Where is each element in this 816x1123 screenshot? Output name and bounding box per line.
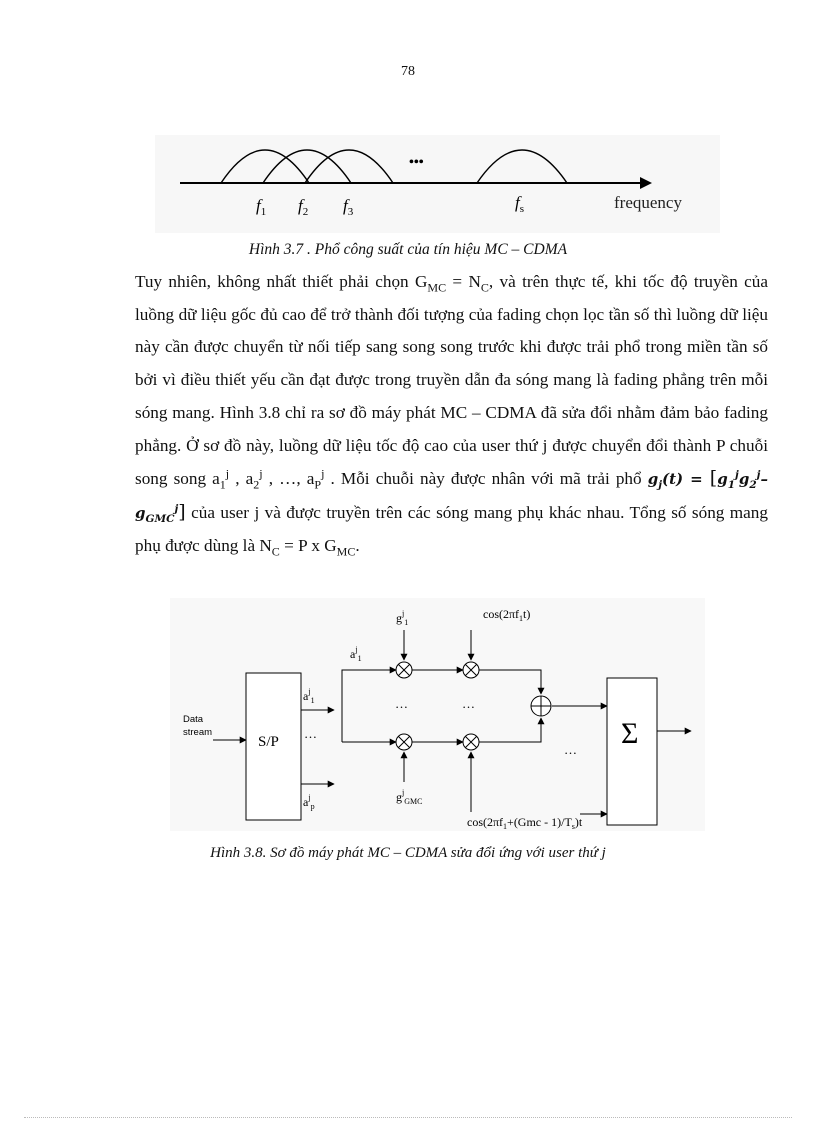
spreading-code-equation: $g_j(t) = [g_1^jg_2^j-g_{GMC}^j]$ xyxy=(135,467,768,525)
fs-label: $f_s$ xyxy=(515,193,525,215)
figure-3-8-caption: Hình 3.8. Sơ đồ máy phát MC – CDMA sửa đổi ứng với user thứ j xyxy=(210,845,606,861)
data-stream-label-1: Data xyxy=(183,714,204,725)
adder xyxy=(531,696,551,716)
transmitter-diagram xyxy=(170,598,705,831)
ellipsis-sum: … xyxy=(564,742,577,757)
f1-label: $f_1$ xyxy=(256,196,267,218)
multiplier-cosN xyxy=(463,734,479,750)
g1-label: $g^j_1$ xyxy=(396,609,409,627)
multiplier-cos1 xyxy=(463,662,479,678)
sum-block xyxy=(607,678,657,825)
subcarrier-lobe-s xyxy=(477,150,567,183)
lobe-ellipsis: ••• xyxy=(409,155,424,170)
ellipsis-mult2: … xyxy=(462,696,475,711)
subcarrier-lobe-2 xyxy=(263,150,351,183)
page-number: 78 xyxy=(401,64,415,79)
ellipsis-sp: … xyxy=(304,726,317,741)
multiplier-gmc xyxy=(396,734,412,750)
cos-bottom-label: $\cos(2\pi f_1+(Gmc - 1)/T_s)t$ xyxy=(467,815,583,831)
f3-label: $f_3$ xyxy=(343,196,354,218)
ellipsis-mult1: … xyxy=(395,696,408,711)
a1-label-sp: $a^j_1$ xyxy=(303,687,315,705)
sum-label: Σ xyxy=(621,717,639,750)
subcarrier-lobe-1 xyxy=(221,150,309,183)
gmc-label: $g^j_{GMC}$ xyxy=(396,788,423,806)
sp-label: S/P xyxy=(258,734,279,750)
ap-label: $a^j_p$ xyxy=(303,793,315,811)
a1-label-branch: $a^j_1$ xyxy=(350,645,362,663)
subcarrier-lobe-3 xyxy=(305,150,393,183)
axis-label: frequency xyxy=(614,193,682,212)
page-bottom-rule xyxy=(24,1117,792,1118)
body-paragraph: Tuy nhiên, không nhất thiết phải chọn $G_{MC} = N_C$, và trên thực tế, khi tốc độ truyền của luồng dữ liệu gốc đủ cao để trở thành đối tượng của fading chọn lọc tần số thì luồng dữ liệu này cần được chuyển từ nối tiếp sang song song trước khi được trải phổ trong miền tần số bởi vì điều thiết yếu cần đạt được trong truyền dẫn đa sóng mang là fading phẳng trên mỗi sóng mang. Hình 3.8 chỉ ra sơ đồ máy phát MC – CDMA đã sửa đổi nhằm đảm bảo fading phẳng. Ở sơ đồ này, luồng dữ liệu tốc độ cao của user thứ j được chuyển đổi thành P chuỗi song song $a_1^j$ , $a_2^j$ , …, $a_P^j$ . Mỗi chuỗi này được nhân với mã trải phổ $g_j(t) = [g_1^jg_2^j-g_{GMC}^j]$ của user j và được truyền trên các sóng mang phụ khác nhau. Tổng số sóng mang phụ được dùng là $N_C = P$ x $G_{MC}$. xyxy=(135,272,768,559)
data-stream-label-2: stream xyxy=(183,727,213,738)
f2-label: $f_2$ xyxy=(298,196,309,218)
multiplier-g1 xyxy=(396,662,412,678)
power-spectrum-figure xyxy=(155,135,720,233)
axis-arrow-icon xyxy=(640,177,652,189)
cos-top-label: $\cos(2\pi f_1t)$ xyxy=(483,607,531,623)
figure-3-7-caption: Hình 3.7 . Phổ công suất của tín hiệu MC – CDMA xyxy=(248,241,568,258)
